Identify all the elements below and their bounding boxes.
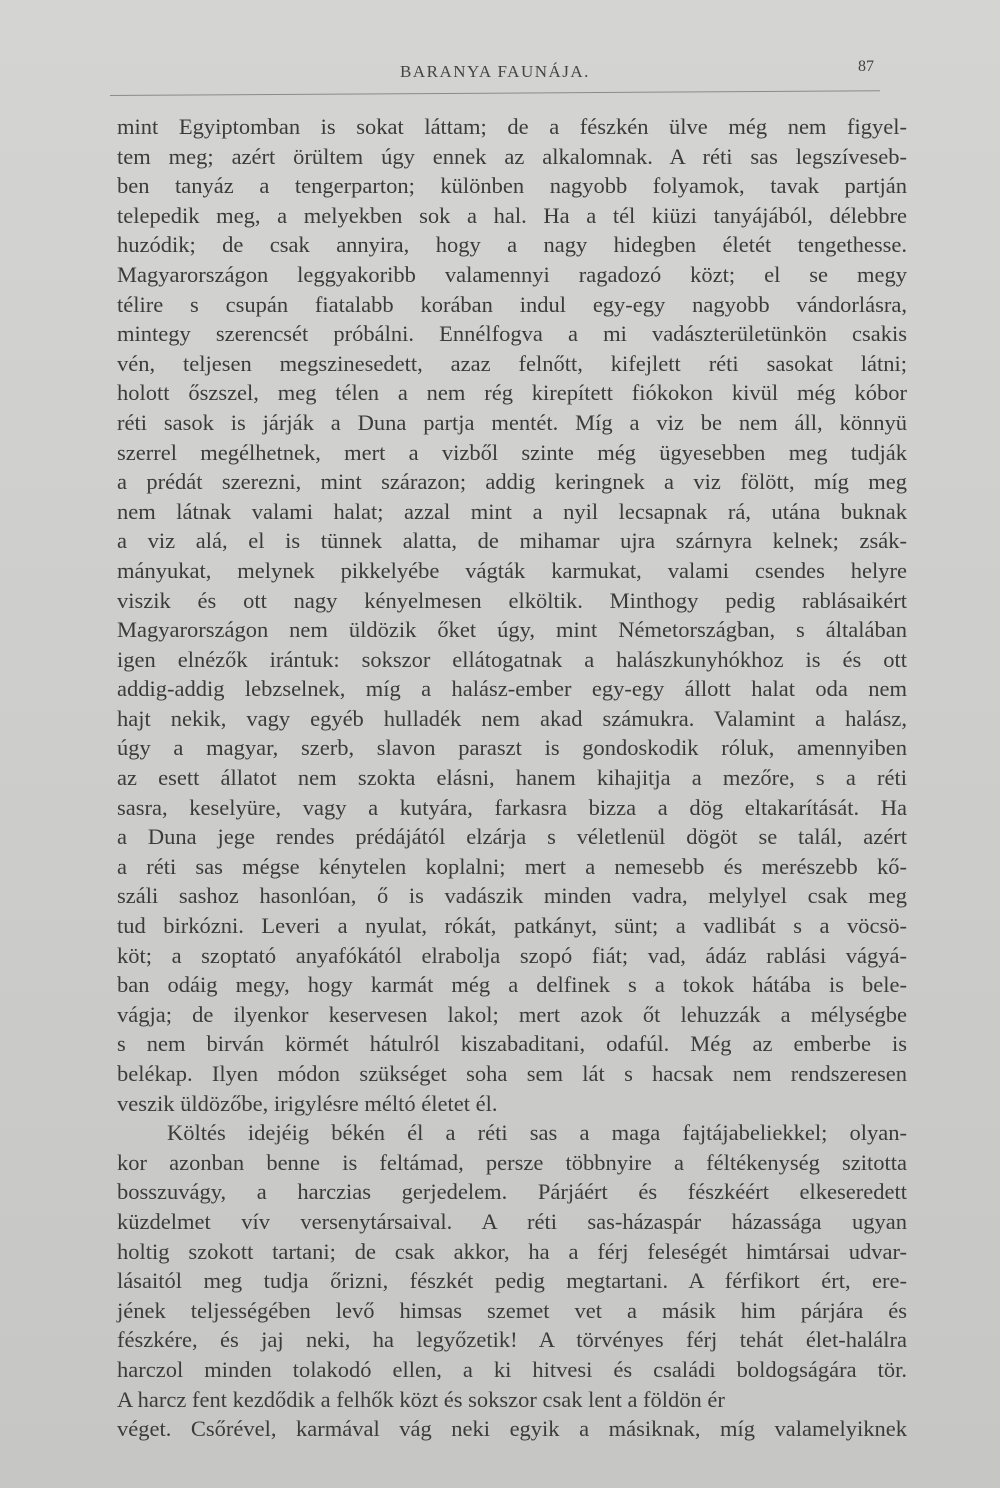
page-number: 87: [858, 58, 874, 75]
text-line: Magyarországon nem üldözik őket úgy, mint Németországban, s általában: [117, 617, 907, 643]
text-line: harczol minden tolakodó ellen, a ki hitvesi és családi boldogságára tör.: [117, 1356, 907, 1382]
text-line: telepedik meg, a melyekben sok a hal. Ha a tél kiüzi tanyájából, délebbre: [117, 202, 907, 228]
text-line: addig-addig lebzselnek, míg a halász-ember egy-egy állott halat oda nem: [117, 676, 907, 702]
text-line: vágja; de ilyenkor keservesen lakol; mert azok őt lehuzzák a mélységbe: [117, 1001, 907, 1027]
text-line: fészkére, és jaj neki, ha legyőzetik! A törvényes férj tehát élet-halálra: [117, 1327, 907, 1353]
body-text: [117, 112, 907, 1444]
text-line: nem látnak valami halat; azzal mint a nyil lecsapnak rá, utána buknak: [117, 498, 907, 524]
text-line: kor azonban benne is feltámad, persze többnyire a féltékenység szitotta: [117, 1149, 907, 1175]
text-line: réti sasok is járják a Duna partja mentét. Míg a viz be nem áll, könnyü: [117, 409, 907, 435]
text-line: száli sashoz hasonlóan, ő is vadászik minden vadra, melylyel csak meg: [117, 883, 907, 909]
text-line: hajt nekik, vagy egyéb hulladék nem akad számukra. Valamint a halász,: [117, 705, 907, 731]
text-line: lásaitól meg tudja őrizni, fészkét pedig megtartani. A férfikort ért, ere-: [117, 1268, 907, 1294]
text-line: télire s csupán fiatalabb korában indul egy-egy nagyobb vándorlásra,: [117, 291, 907, 317]
text-line: véget. Csőrével, karmával vág neki egyik a másiknak, míg valamelyiknek: [117, 1416, 907, 1442]
text-line: küzdelmet vív versenytársaival. A réti sas-házaspár házassága ugyan: [117, 1208, 907, 1234]
text-line: huzódik; de csak annyira, hogy a nagy hidegben életét tengethesse.: [117, 232, 907, 258]
text-line: a Duna jege rendes prédájától elzárja s véletlenül dögöt se talál, azért: [117, 824, 907, 850]
text-line: viszik és ott nagy kényelmesen elköltik. Minthogy pedig rablásaikért: [117, 587, 907, 613]
text-line: mint Egyiptomban is sokat láttam; de a fészkén ülve még nem figyel-: [117, 114, 907, 139]
text-line: holott őszszel, meg télen a nem rég kirepített fiókokon kivül még kóbor: [117, 380, 907, 406]
text-line: úgy a magyar, szerb, slavon paraszt is gondoskodik róluk, amennyiben: [117, 735, 907, 761]
running-head: BARANYA FAUNÁJA.: [400, 62, 590, 81]
text-line: bosszuvágy, a harczias gerjedelem. Párjáért és fészkéért elkeseredett: [117, 1179, 907, 1205]
text-line: holtig szokott tartani; de csak akkor, ha a férj feleségét himtársai udvar-: [117, 1238, 907, 1264]
text-line: sasra, keselyüre, vagy a kutyára, farkasra bizza a dög eltakarítását. Ha: [117, 794, 907, 820]
text-line: Magyarországon leggyakoribb valamennyi ragadozó közt; el se megy: [117, 261, 907, 287]
text-line: belékap. Ilyen módon szükséget soha sem lát s hacsak nem rendszeresen: [117, 1061, 907, 1086]
text-line: köt; a szoptató anyafókától elrabolja szopó fiát; vad, ádáz rablási vágyá-: [117, 942, 907, 968]
text-line: a prédát szerezni, mint szárazon; addig keringnek a viz fölött, míg meg: [117, 469, 907, 495]
header-rule: [110, 90, 880, 96]
text-line: ben tanyáz a tengerparton; különben nagyobb folyamok, tavak partján: [117, 173, 907, 199]
text-line: Költés idejéig békén él a réti sas a maga fajtájabeliekkel; olyan-: [167, 1120, 907, 1146]
text-line: s nem birván körmét hátulról kiszabaditani, odafúl. Még az emberbe is: [117, 1031, 907, 1057]
text-line: szerrel megélhetnek, mert a vizből szinte még ügyesebben meg tudják: [117, 439, 907, 465]
text-line: a réti sas mégse kénytelen koplalni; mert a nemesebb és merészebb kő-: [117, 853, 907, 879]
text-line: mányukat, melynek pikkelyébe vágták karmukat, valami csendes helyre: [117, 557, 907, 583]
text-line: igen elnézők irántuk: sokszor ellátogatnak a halászkunyhókhoz is és ott: [117, 646, 907, 672]
page-header: [110, 58, 900, 88]
text-line: veszik üldözőbe, irigylésre méltó életet él.: [117, 1090, 498, 1116]
text-line: tud birkózni. Leveri a nyulat, rókát, patkányt, sünt; a vadlibát s a vöcsö-: [117, 913, 907, 939]
text-line: a viz alá, el is tünnek alatta, de mihamar ujra szárnyra kelnek; zsák-: [117, 528, 907, 554]
text-line: A harcz fent kezdődik a felhők közt és sokszor csak lent a földön ér: [117, 1386, 725, 1412]
text-line: tem meg; azért örültem úgy ennek az alkalomnak. A réti sas legszíveseb-: [117, 143, 907, 169]
text-line: vén, teljesen megszinesedett, azaz felnőtt, kifejlett réti sasokat látni;: [117, 350, 907, 376]
text-line: ban odáig megy, hogy karmát még a delfinek s a tokok hátába is bele-: [117, 972, 907, 998]
text-line: az esett állatot nem szokta elásni, hanem kihajitja a mezőre, s a réti: [117, 765, 907, 791]
text-line: jének teljességében levő himsas szemet vet a másik him párjára és: [117, 1297, 907, 1323]
text-line: mintegy szerencsét próbálni. Ennélfogva a mi vadászterületünkön csakis: [117, 321, 907, 347]
